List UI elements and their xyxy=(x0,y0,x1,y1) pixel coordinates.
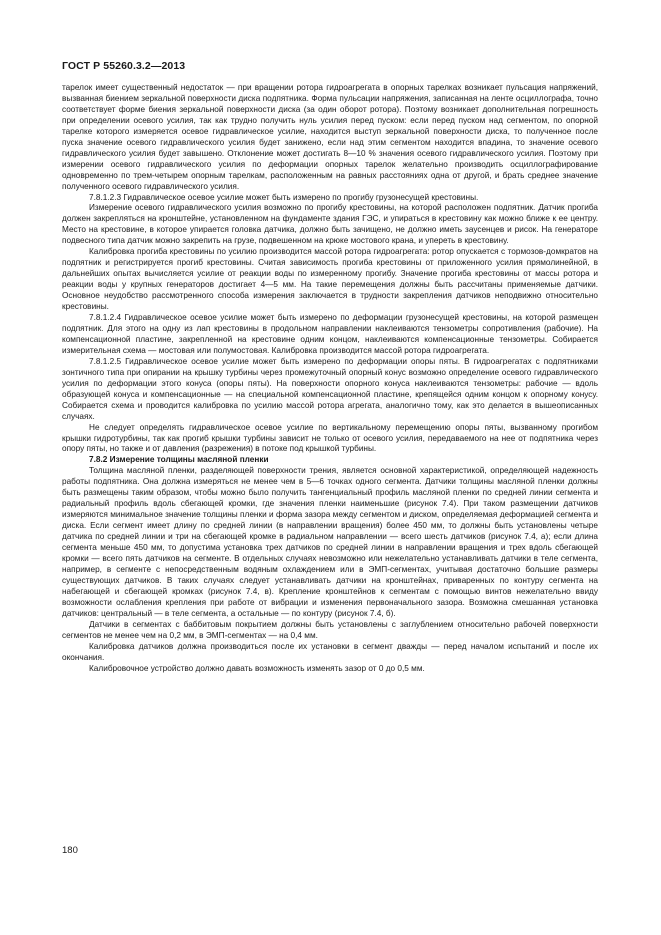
paragraph: тарелок имеет существенный недостаток — при вращении ротора гидроагрегата в опорных тарелках возникает пульсация напряжений, вызванная биением зеркальной поверхности диска подпятника. Форма пульсации напряжения, записанная на ленте осциллографа, точно соответствует форме биения зеркальной поверхности диска (за один оборот ротора). Поэтому возникает дополнительная погрешность при определении осевого усилия, так как трудно получить нуль усилия перед пуском: если перед пуском над сегментом, по опорной тарелке которого измеряется осевое гидравлическое усилие, находится выступ зеркальной поверхности диска, то полученное после пуска значение осевого гидравлического усилия будет занижено, если над этим сегментом находится впадина, то значение осевого гидравлического усилия будет завышено. Отклонение может достигать 8—10 % значения осевого гидравлического усилия. Поэтому при измерении осевого гидравлического усилия по деформации опорных тарелок желательно производить осциллографирование одновременно по трем-четырем опорным тарелкам, расположенным на равных расстояниях одна от другой, и брать среднее значение полученного осевого гидравлического усилия. xyxy=(62,83,598,191)
paragraph: Калибровка датчиков должна производиться после их установки в сегмент дважды — перед началом испытаний и после их окончания. xyxy=(62,641,598,662)
paragraph: Датчики в сегментах с баббитовым покрытием должны быть установлены с заглублением относительно рабочей поверхности сегментов не менее чем на 0,2 мм, в ЭМП-сегментах — на 0,4 мм. xyxy=(62,619,598,640)
clause-7-8-1-2-4: 7.8.1.2.4 Гидравлическое осевое усилие может быть измерено по деформации грузонесущей крестовины, на которой размещен подпятник. Для этого на одну из лап крестовины в продольном направлении наклеиваются тензометры сопротивления (рабочие). На компенсационной пластине, закрепленной на крестовине одним концом, наклеиваются компенсационные тензометры. Собирается измерительная схема — мостовая или полумостовая. Калибровка производится массой ротора гидроагрегата. xyxy=(62,313,598,355)
document-header: ГОСТ Р 55260.3.2—2013 xyxy=(62,60,186,72)
paragraph: Не следует определять гидравлическое осевое усилие по вертикальному перемещению опоры пяты, вызванному прогибом крышки гидротурбины, так как прогиб крышки турбины зависит не только от осевого усилия, передаваемого на нее от подпятника через опору пяты, но также и от давления (разрежения) в потоке под крышкой турбины. xyxy=(62,422,598,454)
clause-7-8-1-2-5: 7.8.1.2.5 Гидравлическое осевое усилие может быть измерено по деформации опоры пяты. В гидроагрегатах с подпятниками зонтичного типа при опирании на крышку турбины через промежуточный опорный конус возможно определение осевого гидравлического усилия по деформации этого конуса (опоры пяты). На поверхности опорного конуса наклеиваются тензометры: рабочие — вдоль образующей конуса и компенсационные — на специальной компенсационной пластине, крепящейся одним концом к опорному конусу. Собирается схема и проводится калибровка по усилию массой ротора агрегата, аналогично тому, как это делается в вышеописанных случаях. xyxy=(62,356,598,421)
page-number: 180 xyxy=(62,845,78,856)
clause-7-8-1-2-3: 7.8.1.2.3 Гидравлическое осевое усилие может быть измерено по прогибу грузонесущей крестовины. xyxy=(89,192,479,202)
body-text xyxy=(62,83,598,674)
paragraph: Толщина масляной пленки, разделяющей поверхности трения, является основной характеристикой, определяющей надежность работы подпятника. Она должна измеряться не менее чем в 5—6 точках одного сегмента. Датчики толщины масляной пленки должны быть размещены таким образом, чтобы можно было получить тангенциальный профиль масляной пленки по средней линии сегмента и радиальный профиль вдоль сбегающей кромки, где значения пленки наименьшие (рисунок 7.4). При таком размещении датчиков измеряются минимальное значение толщины пленки и форма зазора между сегментом и диском, определяемая деформацией сегмента и диска. Если сегмент имеет длину по средней линии (в направлении вращения) более 450 мм, то должны быть установлены четыре датчика по средней линии и три на сбегающей кромке в радиальном направлении — всего шесть датчиков (рисунок 7.4, а); если длина сегмента меньше 450 мм, то допустима установка трех датчиков по средней линии в направлении вращения и трех вдоль сбегающей кромки — всего пять датчиков на сегменте. В отдельных случаях невозможно или нежелательно устанавливать датчики в теле сегмента, например, в сегменте с непосредственным водяным охлаждением или в ЭМП-сегментах, учитывая достаточно большие размеры существующих датчиков. В таких случаях следует устанавливать датчики на кронштейнах, приваренных по контуру сегмента на набегающей и сбегающей кромках (рисунок 7.4, в). Крепление кронштейнов к сегментам с помощью винтов нежелательно ввиду возможности ослабления крепления при работе от вибрации и изменения первоначального зазора. Возможна смешанная установка датчиков: центральный — в теле сегмента, а остальные — по контуру (рисунок 7.4, б). xyxy=(62,466,598,618)
paragraph: Калибровка прогиба крестовины по усилию производится массой ротора гидроагрегата: ротор опускается с тормозов-домкратов на подпятник и регистрируется прогиб крестовины. Считая зависимость прогиба крестовины от приложенного усилия прямолинейной, в дальнейших опытах вычисляется усилие от реакции воды по измеренному прогибу. Значение прогиба крестовины от массы ротора и реакции воды у крупных генераторов достигает 4—5 мм. На такие перемещения должны быть рассчитаны применяемые датчики. Основное неудобство рассмотренного способа измерения заключается в трудности закрепления датчиков неподвижно относительно крестовины. xyxy=(62,247,598,312)
section-heading-7-8-2: 7.8.2 Измерение толщины масляной пленки xyxy=(89,455,269,465)
paragraph: Калибровочное устройство должно давать возможность изменять зазор от 0 до 0,5 мм. xyxy=(89,663,425,673)
paragraph: Измерение осевого гидравлического усилия возможно по прогибу крестовины, на которой расположен подпятник. Датчик прогиба должен закрепляться на кронштейне, установленном на фундаменте здания ГЭС, и упираться в крестовину как можно ближе к ее центру. Место на крестовине, в которое упирается головка датчика, должно быть зачищено, не должно иметь заусенцев и рисок. На генераторе подвесного типа датчик можно закрепить на грузе, подвешенном на крюке мостового крана, и упереть в крестовину. xyxy=(62,203,598,246)
